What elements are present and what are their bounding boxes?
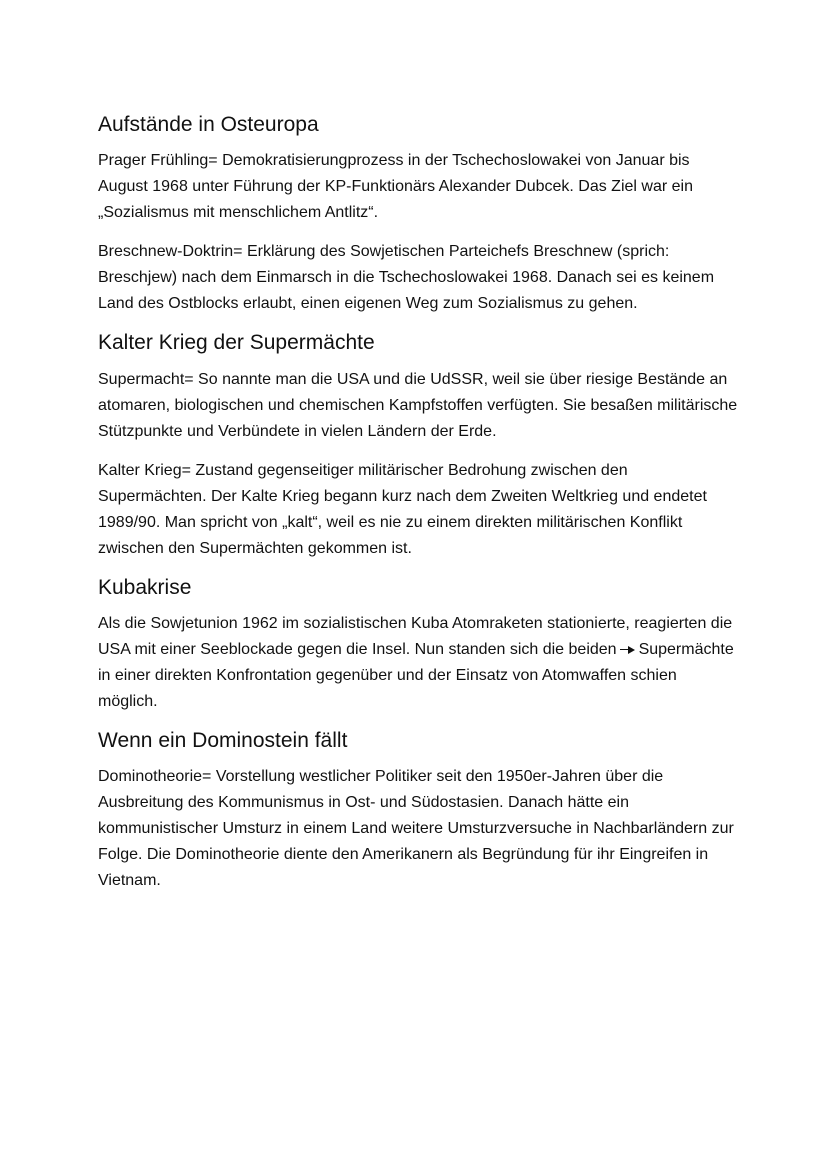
paragraph-text-part: Supermächte in einer direkten Konfrontation gegenüber und der Einsatz von Atomwaffen schien möglich. — [98, 640, 734, 710]
paragraph-text-part: Als die Sowjetunion 1962 im sozialistischen Kuba Atomraketen stationierte, reagierten die USA mit einer Seeblockade gegen die Insel. Nun standen sich die beiden — [98, 614, 733, 658]
document-page — [98, 112, 738, 907]
section-dominostein — [98, 728, 738, 894]
definition-supermacht: Supermacht= So nannte man die USA und die UdSSR, weil sie über riesige Bestände an atomaren, biologischen und chemischen Kampfstoffen verfügten. Sie besaßen militärische Stützpunkte und Verbündete in vielen Ländern der Erde. — [98, 370, 738, 440]
right-arrow-icon — [620, 645, 635, 655]
section-aufstaende — [98, 112, 738, 317]
definition-dominotheorie: Dominotheorie= Vorstellung westlicher Politiker seit den 1950er-Jahren über die Ausbreitung des Kommunismus in Ost- und Südostasien. Danach hätte ein kommunistischer Umsturz in einem Land weitere Umsturzversuche in Nachbarländern zur Folge. Die Dominotheorie diente den Amerikanern als Begründung für ihr Eingreifen in Vietnam. — [98, 768, 734, 889]
section-heading: Kubakrise — [98, 575, 192, 599]
paragraph-kubakrise — [98, 611, 738, 715]
definition-kalter-krieg: Kalter Krieg= Zustand gegenseitiger militärischer Bedrohung zwischen den Supermächten. Der Kalte Krieg begann kurz nach dem Zweiten Weltkrieg und endetet 1989/90. Man spricht von „kalt“, weil es nie zu einem direkten militärischen Konflikt zwischen den Supermächten gekommen ist. — [98, 461, 707, 557]
section-heading: Aufstände in Osteuropa — [98, 113, 319, 136]
definition-breschnew-doktrin: Breschnew-Doktrin= Erklärung des Sowjetischen Parteichefs Breschnew (sprich: Breschjew) nach dem Einmarsch in die Tschechoslowakei 1968. Danach sei es keinem Land des Ostblocks erlaubt, einen eigenen Weg zum Sozialismus zu gehen. — [98, 243, 715, 313]
section-heading: Wenn ein Dominostein fällt — [98, 728, 348, 752]
definition-prager-fruehling: Prager Frühling= Demokratisierungprozess in der Tschechoslowakei von Januar bis August 1968 unter Führung der KP-Funktionärs Alexander Dubcek. Das Ziel war ein „Sozialismus mit menschlichem Antlitz“. — [98, 152, 693, 222]
section-kubakrise — [98, 575, 738, 715]
section-kalter-krieg — [98, 330, 738, 561]
section-heading: Kalter Krieg der Supermächte — [98, 331, 375, 355]
